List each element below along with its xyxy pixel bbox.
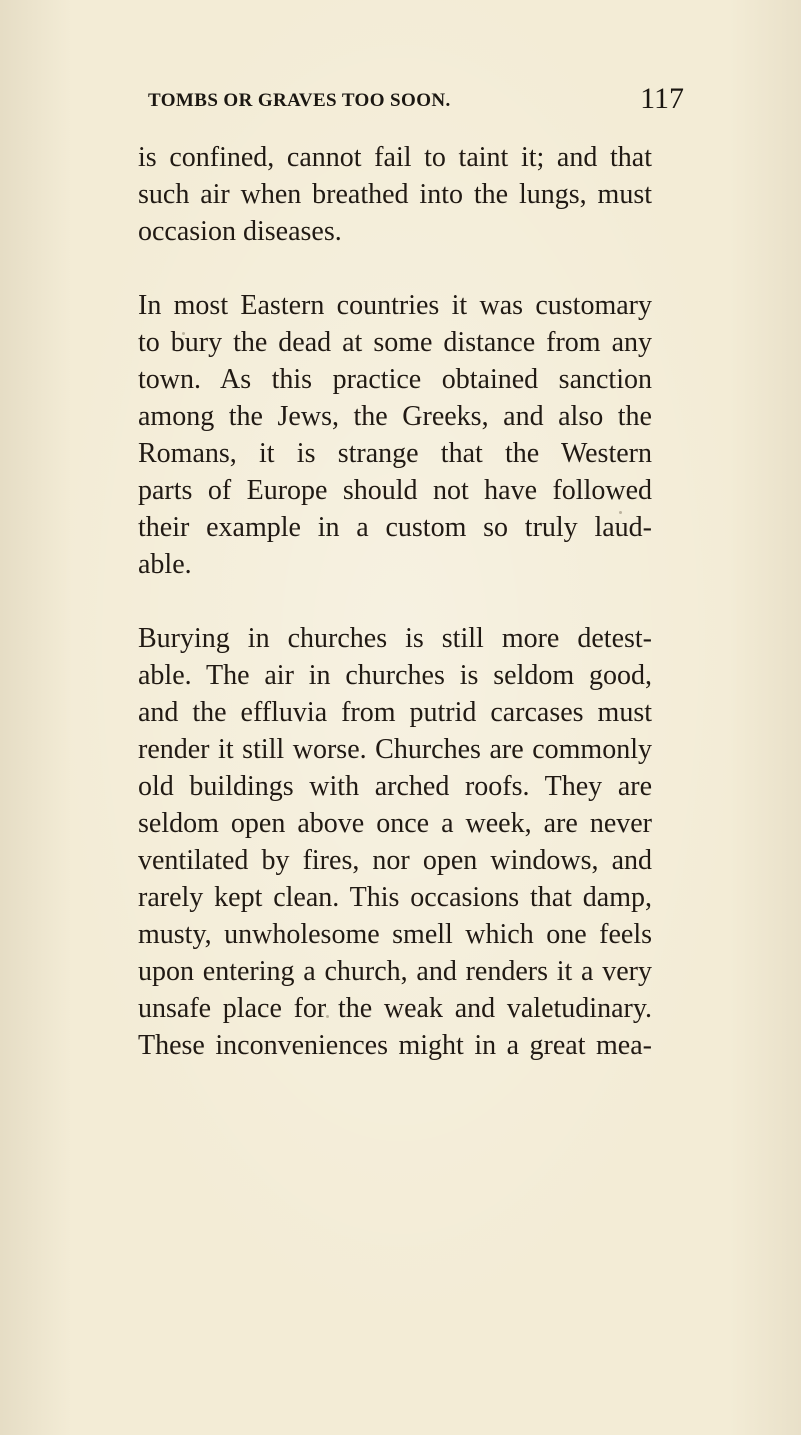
text-line: old buildings with arched roofs. They are: [138, 771, 652, 802]
text-line: render it still worse. Churches are commonly: [138, 734, 652, 765]
text-line: among the Jews, the Greeks, and also the: [138, 401, 652, 432]
page-number: 117: [640, 82, 684, 115]
text-line: to bury the dead at some distance from any: [138, 327, 652, 358]
text-line: In most Eastern countries it was customary: [138, 290, 652, 321]
running-title: TOMBS OR GRAVES TOO SOON.: [148, 90, 451, 111]
text-line: parts of Europe should not have followed: [138, 475, 652, 506]
text-line: Romans, it is strange that the Western: [138, 438, 652, 469]
text-line: able. The air in churches is seldom good,: [138, 660, 652, 691]
text-line: is confined, cannot fail to taint it; and that: [138, 142, 652, 173]
paragraph-gap: [138, 250, 652, 287]
text-line: occasion diseases.: [138, 216, 342, 247]
text-line: upon entering a church, and renders it a very: [138, 956, 652, 987]
body-text: [138, 139, 652, 1064]
text-line: such air when breathed into the lungs, must: [138, 179, 652, 210]
text-line: ventilated by fires, nor open windows, and: [138, 845, 652, 876]
text-line: unsafe place for the weak and valetudinary.: [138, 993, 652, 1024]
text-line: and the effluvia from putrid carcases must: [138, 697, 652, 728]
text-line: rarely kept clean. This occasions that damp,: [138, 882, 652, 913]
text-line: town. As this practice obtained sanction: [138, 364, 652, 395]
paragraph-gap: [138, 583, 652, 620]
text-line: seldom open above once a week, are never: [138, 808, 652, 839]
text-line: able.: [138, 549, 192, 580]
text-line: their example in a custom so truly laud-: [138, 512, 652, 543]
running-header: [148, 82, 684, 122]
text-line: musty, unwholesome smell which one feels: [138, 919, 652, 950]
text-line: These inconveniences might in a great mea-: [138, 1030, 652, 1061]
text-line: Burying in churches is still more detest-: [138, 623, 652, 654]
